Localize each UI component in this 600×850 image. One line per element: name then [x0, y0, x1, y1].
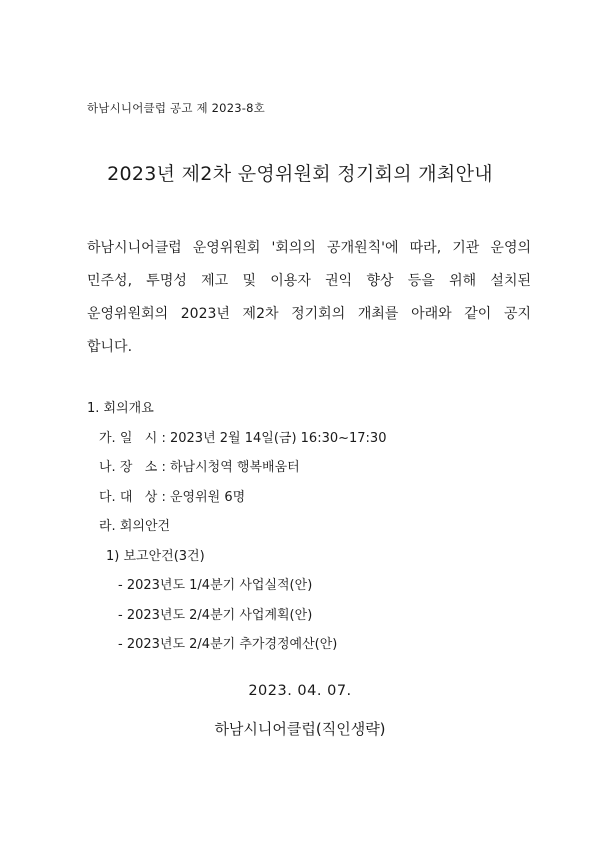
- meeting-overview: [87, 394, 386, 660]
- agenda-item: - 2023년도 1/4분기 사업실적(안): [118, 578, 313, 593]
- intro-line: 합니다.: [87, 339, 133, 355]
- overview-item-datetime: 가. 일 시 : 2023년 2월 14일(금) 16:30~17:30: [99, 430, 387, 446]
- intro-paragraph: [87, 232, 531, 364]
- notice-number: 하남시니어클럽 공고 제 2023-8호: [87, 101, 265, 115]
- agenda-item: - 2023년도 2/4분기 사업계획(안): [118, 607, 313, 623]
- issuing-organization: 하남시니어클럽(직인생략): [214, 720, 386, 738]
- overview-item-attendees: 다. 대 상 : 운영위원 6명: [99, 489, 246, 505]
- agenda-subheading: 1) 보고안건(3건): [106, 548, 205, 564]
- intro-line: 운영위원회의 2023년 제2차 정기회의 개최를 아래와 같이 공지: [87, 306, 531, 322]
- notice-date: 2023. 04. 07.: [248, 683, 352, 699]
- overview-item-agenda: 라. 회의안건: [99, 519, 171, 534]
- overview-item-location: 나. 장 소 : 하남시청역 행복배움터: [99, 460, 300, 475]
- intro-line: 하남시니어클럽 운영위원회 '회의의 공개원칙'에 따라, 기관 운영의: [87, 240, 531, 256]
- intro-line: 민주성, 투명성 제고 및 이용자 권익 향상 등을 위해 설치된: [87, 273, 531, 289]
- section-heading: 1. 회의개요: [87, 401, 154, 416]
- agenda-item: - 2023년도 2/4분기 추가경정예산(안): [118, 637, 338, 652]
- document-title: 2023년 제2차 운영위원회 정기회의 개최안내: [107, 163, 493, 185]
